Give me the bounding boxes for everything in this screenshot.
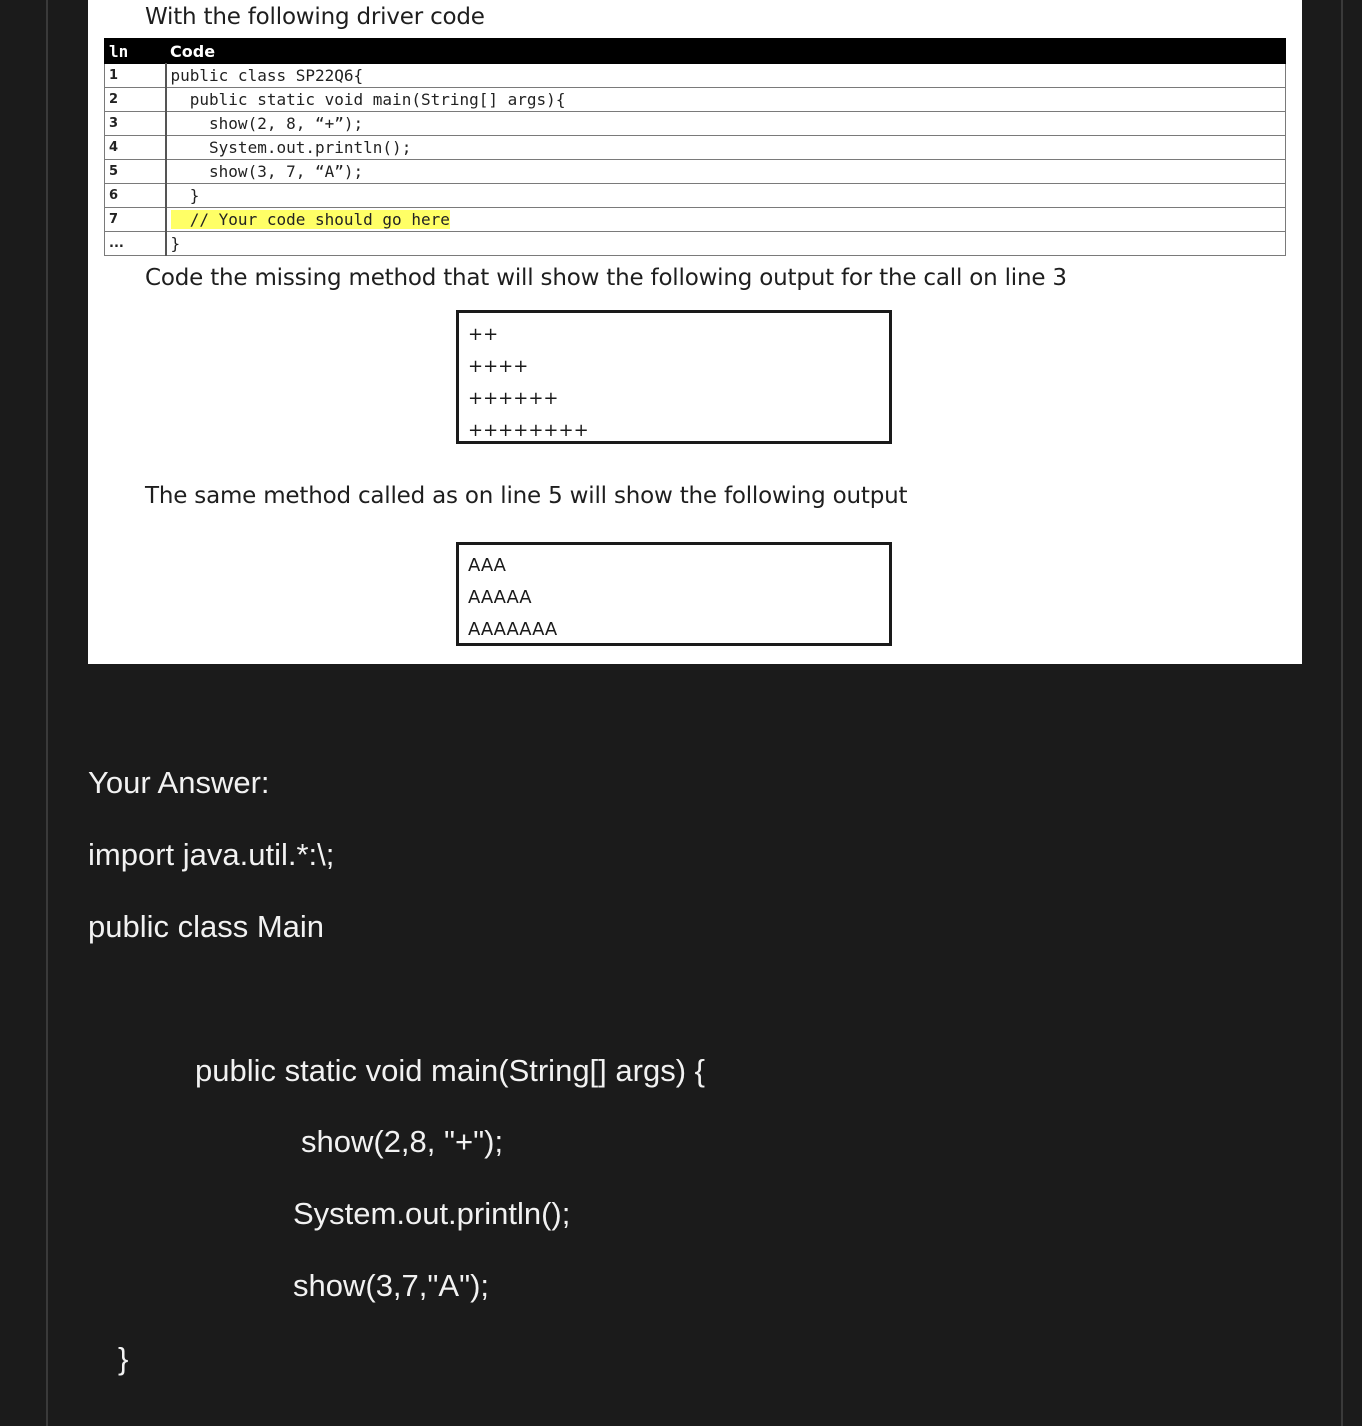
code-line: System.out.println(); bbox=[166, 136, 1286, 160]
answer-class-line: public class Main bbox=[88, 909, 325, 944]
right-border bbox=[1341, 0, 1343, 1426]
answer-import-line: import java.util.*:\; bbox=[88, 837, 335, 872]
code-line: show(3, 7, “A”); bbox=[166, 160, 1286, 184]
line-number-header: ln bbox=[105, 39, 166, 64]
line-number: 4 bbox=[105, 136, 166, 160]
same-method-text: The same method called as on line 5 will show the following output bbox=[145, 483, 908, 509]
output-line: ++++++++ bbox=[468, 420, 589, 441]
table-row bbox=[105, 64, 1286, 88]
output-line: ++ bbox=[468, 324, 499, 345]
line-number: ... bbox=[105, 232, 166, 256]
table-row bbox=[105, 136, 1286, 160]
code-line: } bbox=[166, 184, 1286, 208]
code-line: } bbox=[166, 232, 1286, 256]
line-number: 1 bbox=[105, 64, 166, 88]
line-number: 3 bbox=[105, 112, 166, 136]
question-prompt: Code the missing method that will show the following output for the call on line 3 bbox=[145, 265, 1067, 291]
code-line: public class SP22Q6{ bbox=[166, 64, 1286, 88]
code-line: show(2, 8, “+”); bbox=[166, 112, 1286, 136]
table-row bbox=[105, 184, 1286, 208]
code-line-highlighted bbox=[166, 208, 1286, 232]
output-line: AAAAA bbox=[468, 587, 532, 608]
output-line: AAA bbox=[468, 555, 506, 576]
output-line: AAAAAAA bbox=[468, 619, 558, 640]
your-answer-label: Your Answer: bbox=[88, 765, 270, 800]
line-number: 5 bbox=[105, 160, 166, 184]
answer-closing-brace: } bbox=[118, 1341, 129, 1376]
question-image bbox=[88, 0, 1302, 664]
line-number: 2 bbox=[105, 88, 166, 112]
code-header: Code bbox=[166, 39, 1286, 64]
left-border bbox=[46, 0, 48, 1426]
code-table-header bbox=[105, 39, 1286, 64]
expected-output-box-1 bbox=[456, 310, 892, 444]
answer-show-call-1: show(2,8, "+"); bbox=[301, 1124, 504, 1159]
table-row bbox=[105, 232, 1286, 256]
line-number: 7 bbox=[105, 208, 166, 232]
output-line: ++++ bbox=[468, 356, 529, 377]
answer-show-call-2: show(3,7,"A"); bbox=[293, 1268, 490, 1303]
answer-main-method-line: public static void main(String[] args) { bbox=[195, 1053, 705, 1088]
code-line: public static void main(String[] args){ bbox=[166, 88, 1286, 112]
table-row bbox=[105, 160, 1286, 184]
output-line: ++++++ bbox=[468, 388, 559, 409]
table-row bbox=[105, 208, 1286, 232]
highlighted-comment: // Your code should go here bbox=[170, 209, 450, 229]
answer-println-line: System.out.println(); bbox=[293, 1196, 571, 1231]
line-number: 6 bbox=[105, 184, 166, 208]
table-row bbox=[105, 88, 1286, 112]
table-row bbox=[105, 112, 1286, 136]
expected-output-box-2 bbox=[456, 542, 892, 646]
driver-code-table bbox=[104, 38, 1286, 256]
question-intro: With the following driver code bbox=[145, 4, 485, 30]
